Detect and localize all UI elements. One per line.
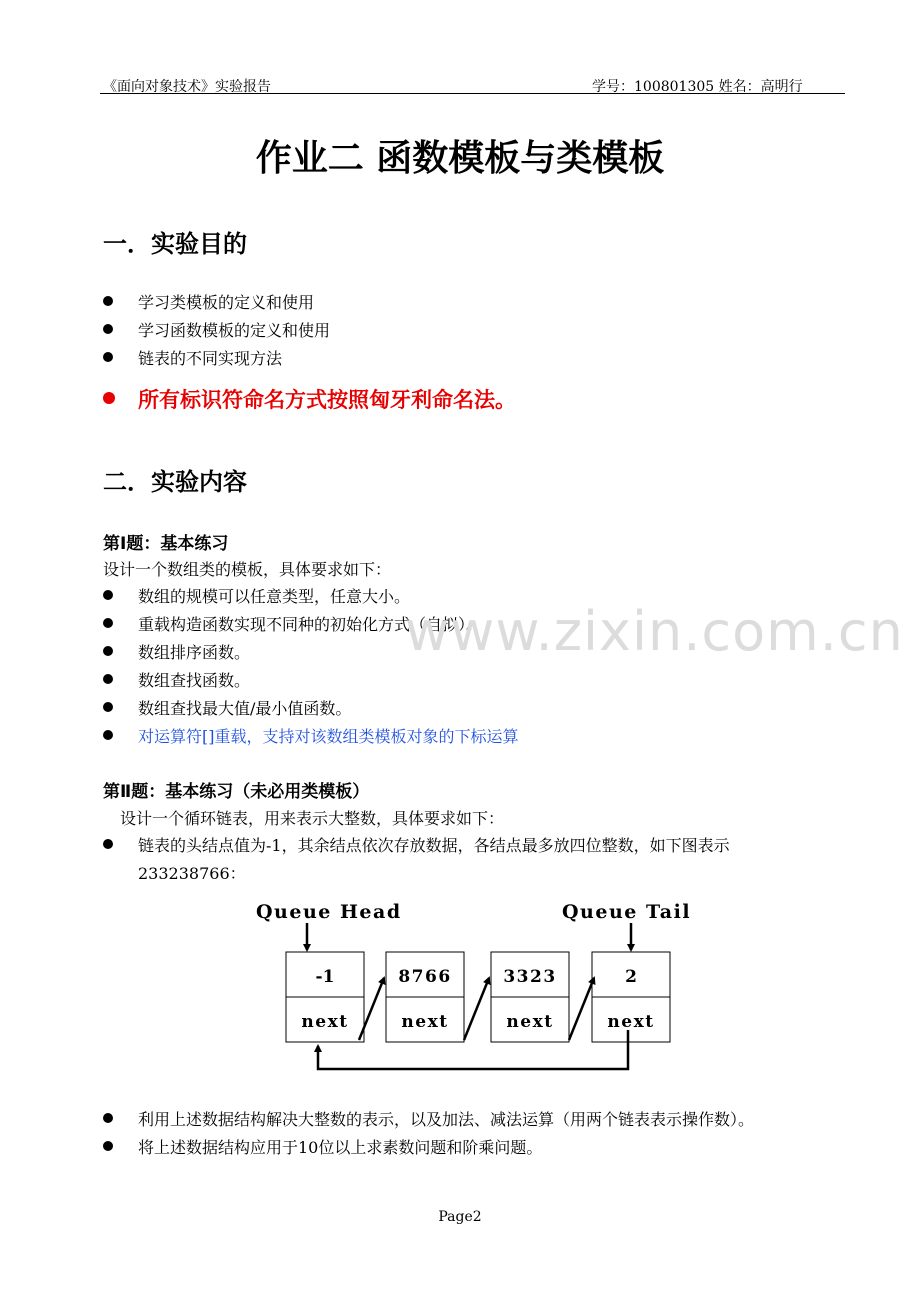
- pointer-arrow: [464, 978, 489, 1040]
- q1-intro: 设计一个数组类的模板，具体要求如下：: [103, 560, 392, 579]
- node-next: next: [506, 1012, 554, 1032]
- bullet-icon: [103, 618, 113, 628]
- node-2: [491, 952, 569, 1042]
- bullet-icon: [103, 730, 113, 740]
- section2-heading: 二．实验内容: [103, 468, 247, 496]
- header-right: 学号：100801305 姓名：高明行: [592, 79, 803, 95]
- list-item-continuation: 233238766：: [138, 864, 246, 883]
- bullet-icon: [103, 674, 113, 684]
- header-left: 《面向对象技术》实验报告: [103, 79, 271, 95]
- node-next: next: [401, 1012, 449, 1032]
- node-value: -1: [315, 967, 335, 987]
- bullet-icon: [103, 296, 113, 306]
- page-number: Page2: [438, 1209, 482, 1225]
- section1-heading: 一．实验目的: [103, 230, 247, 258]
- linked-list-diagram: [240, 890, 710, 1080]
- node-0: [286, 952, 364, 1042]
- node-value: 3323: [503, 967, 557, 987]
- bullet-icon: [103, 702, 113, 712]
- queue-tail-label: Queue Tail: [562, 901, 692, 923]
- page-title: 作业二 函数模板与类模板: [255, 138, 665, 179]
- q1-heading: 第Ⅰ题：基本练习: [103, 534, 229, 554]
- bullet-icon: [103, 590, 113, 600]
- node-3: [592, 952, 670, 1042]
- bullet-icon: [103, 392, 115, 404]
- bullet-icon: [103, 324, 113, 334]
- node-next: next: [607, 1012, 655, 1032]
- bullet-icon: [103, 352, 113, 362]
- header-rule: [100, 93, 845, 94]
- pointer-arrow: [569, 978, 594, 1040]
- watermark: www.zixin.com.cn: [405, 600, 904, 663]
- node-value: 2: [625, 967, 637, 987]
- node-1: [386, 952, 464, 1042]
- q2-heading: 第Ⅱ题：基本练习（未必用类模板）: [103, 782, 370, 802]
- q2-intro: 设计一个循环链表，用来表示大整数，具体要求如下：: [120, 809, 505, 828]
- bullet-icon: [103, 839, 113, 849]
- node-next: next: [301, 1012, 349, 1032]
- queue-head-label: Queue Head: [256, 901, 402, 923]
- bullet-icon: [103, 646, 113, 656]
- bullet-icon: [103, 1113, 113, 1123]
- node-value: 8766: [398, 967, 452, 987]
- bullet-icon: [103, 1141, 113, 1151]
